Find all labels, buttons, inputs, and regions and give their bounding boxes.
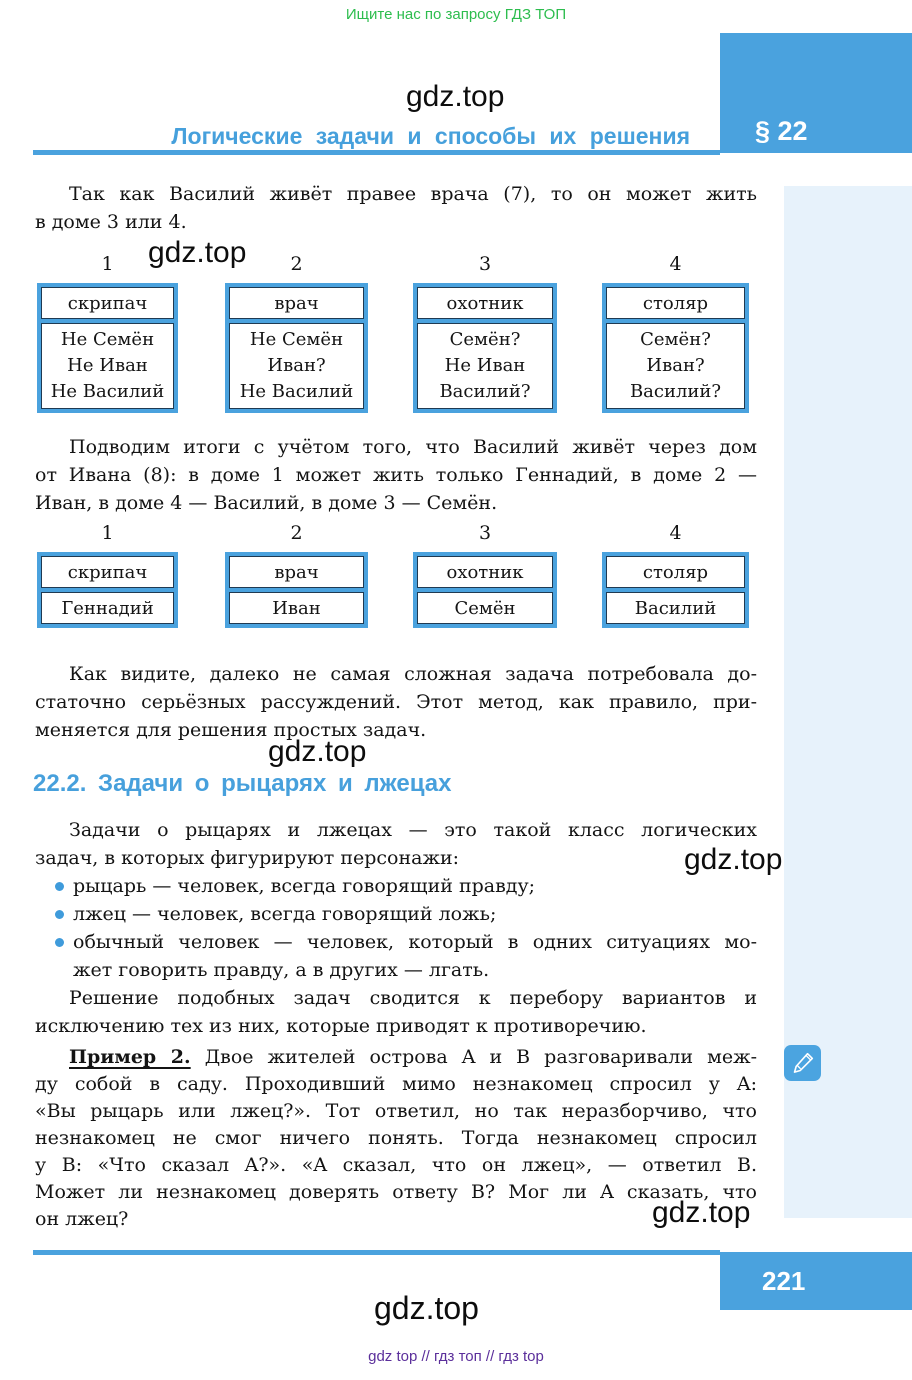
text-line: обычный человек — человек, который в одних ситуациях мо- xyxy=(73,931,757,953)
text-line: Так как Василий живёт правее врача (7), то он может жить xyxy=(69,183,757,205)
text-line: от Ивана (8): в доме 1 может жить только Геннадий, в доме 2 — xyxy=(35,464,757,486)
house-entry: Семён? xyxy=(449,329,521,350)
page-title: Логические задачи и способы их решения xyxy=(171,123,690,149)
text-line: Подводим итоги с учётом того, что Василий живёт через дом xyxy=(69,436,757,458)
house-title: врач xyxy=(229,556,364,588)
house-number: 4 xyxy=(669,522,682,544)
list-item xyxy=(35,872,757,900)
paragraph-4 xyxy=(35,816,757,872)
paragraph-5 xyxy=(35,984,757,1040)
house-entry: Иван? xyxy=(267,355,326,376)
watermark: gdz.top xyxy=(268,735,367,768)
list-item xyxy=(35,900,757,928)
house-2-step2 xyxy=(225,522,368,628)
house-4-step1 xyxy=(602,253,749,413)
text-line: он лжец? xyxy=(35,1208,129,1230)
house-number: 2 xyxy=(290,253,303,275)
text-line xyxy=(35,1044,757,1071)
bullet-icon xyxy=(55,910,64,919)
pencil-glyph xyxy=(790,1050,816,1076)
house-number: 3 xyxy=(478,522,492,544)
house-entry: Геннадий xyxy=(41,592,174,624)
text-line: меняется для решения простых задач. xyxy=(35,719,427,741)
house-entries xyxy=(417,323,553,409)
house-entry: Не Василий xyxy=(50,381,165,402)
house-box xyxy=(37,283,178,413)
paragraph-2 xyxy=(35,433,757,517)
text-span: Двое жителей острова A и B разговаривали меж- xyxy=(204,1046,757,1068)
house-number: 1 xyxy=(101,522,114,544)
section-badge xyxy=(720,33,912,153)
watermark: gdz.top xyxy=(374,1290,479,1326)
house-title: врач xyxy=(229,287,364,319)
text-line: задач, в которых фигурируют персонажи: xyxy=(35,847,460,869)
section-heading: 22.2. Задачи о рыцарях и лжецах xyxy=(33,770,452,797)
watermark: gdz.top xyxy=(148,236,247,269)
text-line: у B: «Что сказал A?». «A сказал, что он лжец», — ответил B. xyxy=(35,1154,757,1176)
house-entries xyxy=(41,323,174,409)
text-line: исключению тех из них, которые приводят к противоречию. xyxy=(35,1015,647,1037)
watermark: gdz.top xyxy=(652,1196,751,1229)
house-title: столяр xyxy=(606,287,745,319)
page-number: 221 xyxy=(762,1266,806,1296)
house-entry: Не Иван xyxy=(67,355,148,376)
house-number: 4 xyxy=(669,253,682,275)
text-line: Как видите, далеко не самая сложная задача потребовала до- xyxy=(69,663,757,685)
house-entry: Иван xyxy=(229,592,364,624)
house-2-step1 xyxy=(225,253,368,413)
text-line: Задачи о рыцарях и лжецах — это такой класс логических xyxy=(69,819,757,841)
text-line: рыцарь — человек, всегда говорящий правду; xyxy=(73,875,536,897)
character-list xyxy=(35,872,757,984)
house-entries xyxy=(606,323,745,409)
paragraph-1 xyxy=(35,180,757,236)
house-entry: Не Василий xyxy=(239,381,354,402)
house-4-step2 xyxy=(602,522,749,628)
top-promo-note: Ищите нас по запросу ГДЗ ТОП xyxy=(345,6,567,23)
bullet-icon xyxy=(55,938,64,947)
house-box xyxy=(413,552,557,628)
bullet-icon xyxy=(55,882,64,891)
pencil-icon xyxy=(784,1045,821,1081)
house-title: скрипач xyxy=(41,287,174,319)
house-box xyxy=(225,283,368,413)
text-line: ду собой в саду. Проходивший мимо незнакомец спросил у A: xyxy=(35,1073,757,1095)
text-line: статочно серьёзных рассуждений. Этот метод, как правило, при- xyxy=(35,691,757,713)
house-entry: Василий? xyxy=(629,381,722,402)
text-line: Иван, в доме 4 — Василий, в доме 3 — Семён. xyxy=(35,492,498,514)
text-line: незнакомец не смог ничего понять. Тогда незнакомец спросил xyxy=(35,1127,757,1149)
house-entry: Василий? xyxy=(439,381,531,402)
house-entry: Семён xyxy=(417,592,553,624)
house-title: охотник xyxy=(417,287,553,319)
page-number-badge xyxy=(720,1252,912,1310)
text-line: «Вы рыцарь или лжец?». Тот ответил, но так неразборчиво, что xyxy=(35,1100,757,1122)
house-entry: Не Семён xyxy=(249,329,344,350)
house-title: охотник xyxy=(417,556,553,588)
list-item xyxy=(35,928,757,984)
example-label: Пример 2. xyxy=(69,1046,191,1068)
text-line: жет говорить правду, а в других — лгать. xyxy=(73,959,490,981)
house-1-step2 xyxy=(37,522,178,628)
house-box xyxy=(413,283,557,413)
house-box xyxy=(602,283,749,413)
house-entries xyxy=(229,323,364,409)
house-3-step1 xyxy=(413,253,557,413)
watermark: gdz.top xyxy=(684,843,783,876)
text-line: Может ли незнакомец доверять ответу B? Мог ли A сказать, что xyxy=(35,1181,757,1203)
text-line: Решение подобных задач сводится к перебору вариантов и xyxy=(69,987,757,1009)
house-entry: Не Иван xyxy=(444,355,526,376)
text-line: лжец — человек, всегда говорящий ложь; xyxy=(73,903,497,925)
house-entry: Иван? xyxy=(646,355,705,376)
house-title: столяр xyxy=(606,556,745,588)
footer-links: gdz top // гдз топ // гдз top xyxy=(368,1348,544,1365)
section-badge-label: § 22 xyxy=(755,116,808,146)
paragraph-3 xyxy=(35,660,757,744)
house-1-step1 xyxy=(37,253,178,413)
text-line: в доме 3 или 4. xyxy=(35,211,187,233)
house-entry: Василий xyxy=(606,592,745,624)
house-entry: Не Семён xyxy=(60,329,155,350)
house-number: 2 xyxy=(290,522,303,544)
house-entry: Семён? xyxy=(640,329,711,350)
header-rule xyxy=(33,150,720,155)
example-paragraph xyxy=(35,1044,757,1233)
house-box xyxy=(37,552,178,628)
house-box xyxy=(602,552,749,628)
footer-rule xyxy=(33,1250,720,1255)
watermark: gdz.top xyxy=(406,80,505,113)
house-box xyxy=(225,552,368,628)
house-number: 3 xyxy=(478,253,492,275)
house-3-step2 xyxy=(413,522,557,628)
house-title: скрипач xyxy=(41,556,174,588)
house-number: 1 xyxy=(101,253,114,275)
